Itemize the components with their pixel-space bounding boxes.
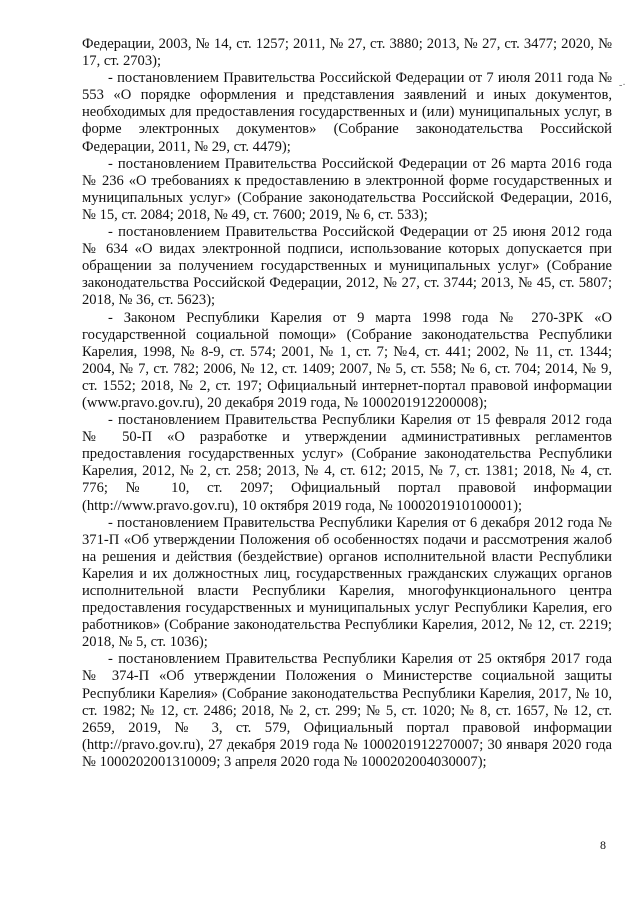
paragraph-decree-50-p: - постановлением Правительства Республики Карелия от 15 февраля 2012 года № 50-П «О разработке и утверждении административных регламентов предоставления государственных услуг» (Собрание законодательства Республики Карелия, 2012, № 2, ст. 258; 2013, № 4, ст. 612; 2015, № 7, ст. 1381; 2018, № 4, ст. 776; № 10, ст. 2097; Официальный портал правовой информации (http://www.pravo.gov.ru), 10 октября 2019 года, № 1000201910100001);: [82, 412, 612, 514]
page-number: 8: [600, 838, 606, 852]
paragraph-law-270-zrk: - Законом Республики Карелия от 9 марта 1998 года № 270-ЗРК «О государственной социальной помощи» (Собрание законодательства Республики Карелия, 1998, № 8-9, ст. 574; 2001, № 1, ст. 7; №4, ст. 441; 2002, № 11, ст. 1344; 2004, № 7, ст. 782; 2006, № 12, ст. 1409; 2007, № 5, ст. 558; № 6, ст. 704; 2014, № 9, ст. 1552; 2018, № 2, ст. 197; Официальный интернет-портал правовой информации (www.pravo.gov.ru), 20 декабря 2019 года, № 1000201912200008);: [82, 309, 612, 411]
paragraph-decree-371-p: - постановлением Правительства Республики Карелия от 6 декабря 2012 года № 371-П «Об утверждении Положения об особенностях подачи и рассмотрения жалоб на решения и действия (бездействие) органов исполнительной власти Республики Карелия и их должностных лиц, государственных гражданских служащих органов исполнительной власти Республики Карелия, многофункционального центра предоставления государственных и муниципальных услуг Республики Карелия, его работников» (Собрание законодательства Республики Карелия, 2012, № 12, ст. 2219; 2018, № 5, ст. 1036);: [82, 514, 612, 651]
margin-mark: -·: [619, 80, 626, 91]
paragraph-decree-634: - постановлением Правительства Российской Федерации от 25 июня 2012 года № 634 «О видах электронной подписи, использование которых допускается при обращении за получением государственных и муниципальных услуг» (Собрание законодательства Российской Федерации, 2012, № 27, ст. 3744; 2013, № 45, ст. 5807; 2018, № 36, ст. 5623);: [82, 224, 612, 309]
paragraph-decree-236: - постановлением Правительства Российской Федерации от 26 марта 2016 года № 236 «О требованиях к предоставлению в электронной форме государственных и муниципальных услуг» (Собрание законодательства Российской Федерации, 2016, № 15, ст. 2084; 2018, № 49, ст. 7600; 2019, № 6, ст. 533);: [82, 155, 612, 223]
paragraph-decree-374-p: - постановлением Правительства Республики Карелия от 25 октября 2017 года № 374-П «Об утверждении Положения о Министерстве социальной защиты Республики Карелия» (Собрание законодательства Республики Карелия, 2017, № 10, ст. 1982; № 12, ст. 2486; 2018, № 2, ст. 299; № 5, ст. 1020; № 8, ст. 1657, № 12, ст. 2659, 2019, № 3, ст. 579, Официальный портал правовой информации (http://pravo.gov.ru), 27 декабря 2019 года № 1000201912270007; 30 января 2020 года № 1000202001310009; 3 апреля 2020 года № 1000202004030007);: [82, 651, 612, 770]
document-body: [82, 36, 612, 771]
paragraph-continuation: Федерации, 2003, № 14, ст. 1257; 2011, № 27, ст. 3880; 2013, № 27, ст. 3477; 2020, № 17, ст. 2703);: [82, 36, 612, 70]
paragraph-decree-553: - постановлением Правительства Российской Федерации от 7 июля 2011 года № 553 «О порядке оформления и представления заявлений и иных документов, необходимых для предоставления государственных и (или) муниципальных услуг, в форме электронных документов» (Собрание законодательства Российской Федерации, 2011, № 29, ст. 4479);: [82, 70, 612, 155]
